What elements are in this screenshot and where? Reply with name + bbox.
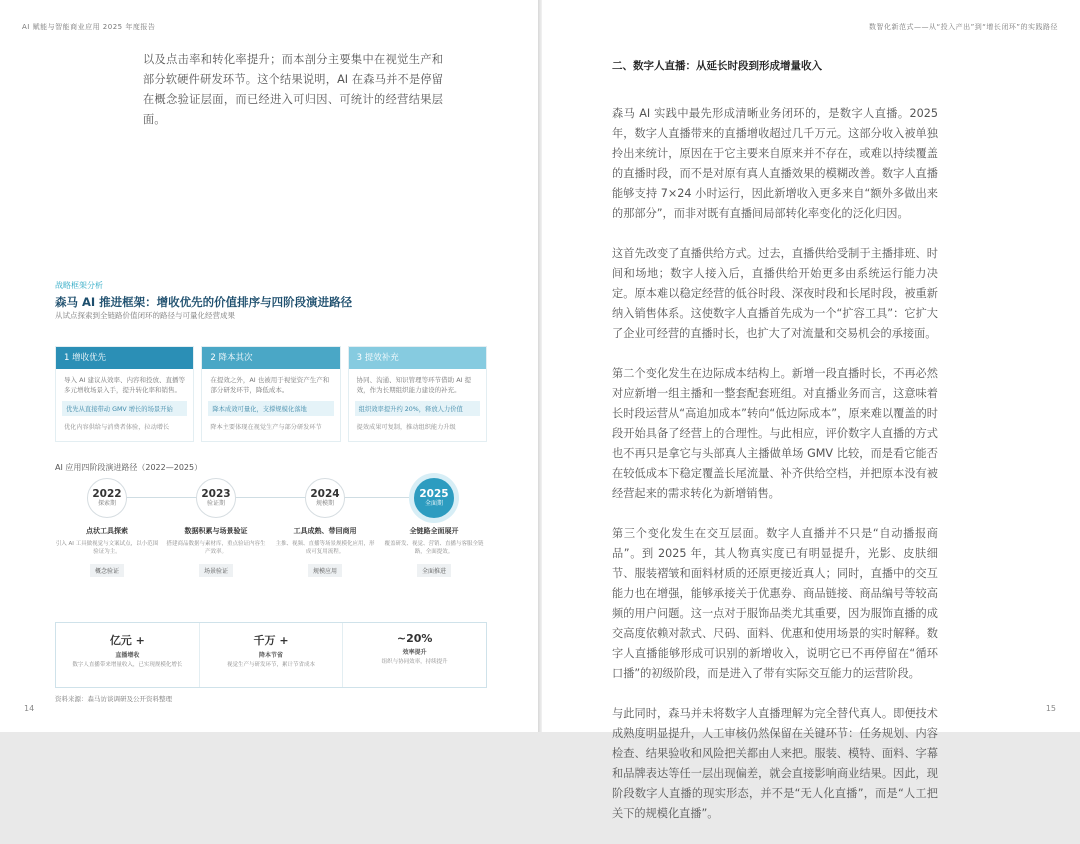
card-title: 1 增收优先 bbox=[56, 347, 193, 369]
node-phase: 全面期 bbox=[424, 500, 443, 507]
stat-desc: 数字人直播带来增量收入，已实现规模化增长 bbox=[72, 662, 183, 668]
paragraph: 这首先改变了直播供给方式。过去，直播供给受制于主播排班、时间和场地；数字人接入后，直播供给开始更多由系统运行能力决定。原本难以稳定经营的低谷时段、深夜时段和长尾时段，被重新纳入销售体系。这使数字人直播首先成为一个“扩容工具”：它扩大了企业可经营的直播时长，也扩大了对流量和交易机会的承接面。 bbox=[612, 247, 938, 340]
left-running-head: AI 赋能与智能商业应用 2025 年度报告 bbox=[22, 23, 156, 31]
figure-tag: 战略框架分析 bbox=[55, 281, 103, 290]
stat-value: 亿元 + bbox=[109, 634, 145, 647]
node-desc: 主推、视频、直播等场景规模化应用，形成可复用流程。 bbox=[275, 541, 375, 555]
figure-title: 森马 AI 推进框架：增收优先的价值排序与四阶段演进路径 bbox=[55, 295, 353, 309]
stat-label: 直播增收 bbox=[115, 652, 140, 659]
node-year: 2024 bbox=[310, 488, 340, 500]
paragraph: 森马 AI 实践中最先形成清晰业务闭环的，是数字人直播。2025 年，数字人直播带来的直播增收超过几千万元。这部分收入被单独拎出来统计，原因在于它主要来自原来并不存在，或难以持续覆盖的直播时段，而不是对原有真人直播效果的模糊改善。数字人直播能够支持 7×24 小时运行，因此新增收入更多来自“额外多做出来的那部分”，而非对既有直播间局部转化率变化的泛化归因。 bbox=[612, 107, 938, 220]
figure-subtitle: 从试点探索到全链路价值闭环的路径与可量化经营成果 bbox=[55, 311, 235, 320]
card-title: 2 降本其次 bbox=[202, 347, 339, 369]
right-running-head: 数智化新范式——从“投入产出”到“增长闭环”的实践路径 bbox=[868, 23, 1058, 31]
left-paragraph: 以及点击率和转化率提升；而本剖分主要集中在视觉生产和部分软硬件研发环节。这个结果说明，AI 在森马并不是停留在概念验证层面，而已经进入可归因、可统计的经营结果层面。 bbox=[143, 53, 443, 126]
card-highlight: 优先从直接带动 GMV 增长的场景开始 bbox=[62, 401, 187, 416]
node-year: 2022 bbox=[92, 488, 122, 500]
stat-value: 千万 + bbox=[253, 634, 289, 647]
card-desc: 在提效之外，AI 也被用于视觉资产生产和部分研发环节，降低成本。 bbox=[210, 376, 330, 394]
card-desc: 导入 AI 建议从效率、内容和投放、直播等多元增收场景入手，提升转化率和销售。 bbox=[64, 376, 185, 394]
priority-card-efficiency bbox=[348, 346, 487, 442]
paragraph: 第三个变化发生在交互层面。数字人直播并不只是“自动播报商品”。到 2025 年，其人物真实度已有明显提升，光影、皮肤细节、服装褶皱和面料材质的还原更接近真人；同时，直播中的交互能力也在增强，能够承接关于优惠券、商品链接、商品编号等较高频的用户问题。这一点对于服饰品类尤其重要，因为服饰直播的成交高度依赖对款式、尺码、面料、优惠和使用场景的实时解释。数字人直播能够形成可识别的新增收入，说明它已不再停留在“循环口播”的初级阶段，而是进入了带有实际交互能力的运营阶段。 bbox=[612, 527, 938, 680]
node-tag: 规模应用 bbox=[308, 564, 342, 577]
timeline-circle bbox=[305, 478, 345, 518]
timeline-circle-active bbox=[414, 478, 454, 518]
node-desc: 覆盖研发、视觉、营销、直播与客服全链路，全面提效。 bbox=[384, 541, 484, 555]
node-tag: 场景验证 bbox=[199, 564, 233, 577]
node-year: 2023 bbox=[201, 488, 231, 500]
paragraph: 与此同时，森马并未将数字人直播理解为完全替代真人。即便技术成熟度明显提升，人工审核仍然保留在关键环节：任务规划、内容检查、结果验收和风险把关都由人来把。服装、模特、面料、字幕和品牌表达等任一层出现偏差，就会直接影响商业结果。因此，现阶段数字人直播的现实形态，并不是“无人化直播”，而是“人工把关下的规模化直播”。 bbox=[612, 707, 938, 820]
node-phase: 规模期 bbox=[315, 500, 334, 507]
timeline-node-2024 bbox=[273, 478, 377, 577]
node-heading: 全链路全面展开 bbox=[409, 527, 459, 535]
node-tag: 概念验证 bbox=[90, 564, 124, 577]
stat-value: ~20% bbox=[396, 632, 433, 645]
stat-revenue bbox=[56, 623, 199, 687]
timeline-node-2025 bbox=[382, 478, 486, 577]
timeline-node-2022 bbox=[55, 478, 159, 577]
stat-label: 降本节省 bbox=[259, 652, 284, 659]
card-title: 3 提效补充 bbox=[349, 347, 486, 369]
stat-desc: 组织与协同效率，持续提升 bbox=[381, 659, 448, 665]
left-page-text bbox=[143, 50, 443, 130]
timeline-title: AI 应用四阶段演进路径（2022—2025） bbox=[55, 463, 203, 472]
node-tag: 全面推进 bbox=[417, 564, 451, 577]
node-heading: 工具成熟、带回商用 bbox=[293, 527, 357, 535]
node-year: 2025 bbox=[419, 488, 449, 500]
card-highlight: 降本成效可量化，支撑规模化落地 bbox=[208, 401, 333, 416]
priority-card-revenue bbox=[55, 346, 194, 442]
timeline-node-2023 bbox=[164, 478, 268, 577]
right-page-number: 15 bbox=[1045, 704, 1056, 713]
node-desc: 引入 AI 工具做视觉与文案试点，以小范围验证为主。 bbox=[55, 541, 159, 555]
right-page-text bbox=[612, 104, 938, 844]
left-page bbox=[0, 0, 538, 732]
card-footnote: 优化内容供给与消费者体验，拉动增长 bbox=[64, 424, 170, 431]
priority-cards bbox=[55, 346, 487, 442]
stat-desc: 视觉生产与研发环节，累计节省成本 bbox=[227, 662, 316, 668]
node-phase: 验证期 bbox=[206, 500, 225, 507]
card-desc: 协同、沟通、知识管理等环节借助 AI 提效，作为长期组织能力建设的补充。 bbox=[356, 376, 472, 394]
node-heading: 点状工具探索 bbox=[86, 527, 128, 535]
paragraph: 第二个变化发生在边际成本结构上。新增一段直播时长，不再必然对应新增一组主播和一整套配套班组。对直播业务而言，这意味着长时段运营从“高追加成本”转向“低边际成本”，原来难以覆盖的时段开始具备了经营上的合理性。与此相应，评价数字人直播的方式也不再只是拿它与头部真人主播做单场 GMV 比较，而是看它能否在较低成本下稳定覆盖长尾流量、补齐供给空档，并把原本没有被经营起来的需求转化为新增销售。 bbox=[612, 367, 938, 500]
results-stats bbox=[55, 622, 487, 688]
stat-cost bbox=[199, 623, 343, 687]
timeline-circle bbox=[196, 478, 236, 518]
card-footnote: 降本主要体现在视觉生产与部分研发环节 bbox=[210, 424, 322, 431]
stat-label: 效率提升 bbox=[402, 649, 427, 656]
section-title: 二、数字人直播：从延长时段到形成增量收入 bbox=[612, 60, 822, 72]
timeline-circle bbox=[87, 478, 127, 518]
priority-card-cost bbox=[201, 346, 340, 442]
figure-source: 资料来源：森马访谈调研及公开资料整理 bbox=[55, 695, 172, 703]
node-phase: 探索期 bbox=[97, 500, 116, 507]
stat-efficiency bbox=[342, 623, 486, 687]
card-highlight: 组织效率提升约 20%，释放人力价值 bbox=[355, 401, 480, 416]
left-page-number: 14 bbox=[24, 704, 35, 713]
card-footnote: 提效成果可复制，推动组织能力升级 bbox=[356, 424, 456, 431]
node-heading: 数据积累与场景验证 bbox=[184, 527, 248, 535]
node-desc: 搭建商品数据与素材库，重点验证内容生产效率。 bbox=[166, 541, 266, 555]
